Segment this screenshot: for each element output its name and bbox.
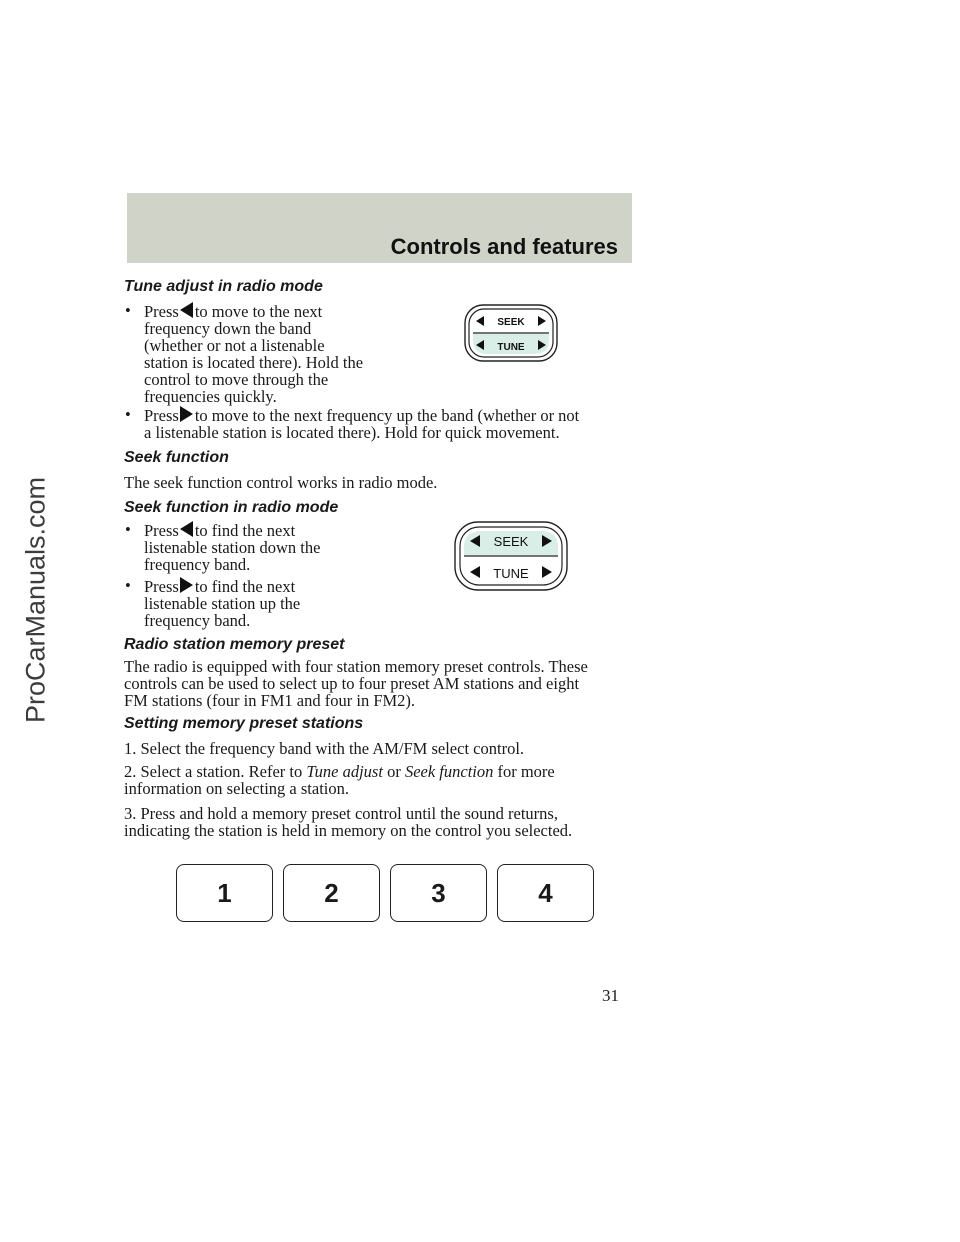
tune-down-line6: frequencies quickly. xyxy=(144,387,277,406)
seek-radio-heading xyxy=(124,498,338,517)
preset-heading xyxy=(124,635,345,654)
seek-up-line1: to find the next xyxy=(194,577,296,596)
press-text: Press xyxy=(144,302,179,321)
press-text: Press xyxy=(144,521,179,540)
step2-tune-adjust-ref: Tune adjust xyxy=(306,762,383,781)
tune-down-line5: control to move through the xyxy=(144,370,329,389)
step2-post: for more xyxy=(497,762,555,781)
page-number: 31 xyxy=(602,986,619,1005)
preset-paragraph xyxy=(124,658,644,709)
step2-line2: information on selecting a station. xyxy=(124,779,349,798)
tune-up-line1: to move to the next frequency up the band (whether or not xyxy=(194,406,580,425)
seek-control-figure xyxy=(454,521,568,591)
right-arrow-icon xyxy=(180,577,193,593)
seek-bullet-up xyxy=(124,577,404,629)
setting-heading-text: Setting memory preset stations xyxy=(124,715,364,732)
press-text: Press xyxy=(144,406,179,425)
setting-heading xyxy=(124,714,363,733)
tune-bullet-down xyxy=(124,302,424,405)
tune-label: TUNE xyxy=(493,566,529,581)
left-arrow-icon xyxy=(180,302,193,318)
preset-button-2-label: 2 xyxy=(324,877,339,908)
preset-button-1-label: 1 xyxy=(217,877,232,908)
seek-label: SEEK xyxy=(493,534,529,549)
bullet-dot: • xyxy=(125,301,131,320)
tune-bullet-up xyxy=(124,406,664,441)
step2-or: or xyxy=(387,762,401,781)
preset-button-4-label: 4 xyxy=(538,877,553,908)
seek-up-line3: frequency band. xyxy=(144,611,251,630)
step2-pre: 2. Select a station. Refer to xyxy=(124,762,303,781)
preset-buttons-figure xyxy=(176,864,596,923)
tune-adjust-heading-text: Tune adjust in radio mode xyxy=(124,278,323,295)
tune-label: TUNE xyxy=(497,342,525,353)
section-header-title: Controls and features xyxy=(390,234,618,259)
tune-down-line4: station is located there). Hold the xyxy=(144,353,364,372)
seek-radio-heading-text: Seek function in radio mode xyxy=(124,499,339,516)
seek-function-heading xyxy=(124,448,229,467)
seek-function-text: The seek function control works in radio mode. xyxy=(124,473,438,492)
seek-label: SEEK xyxy=(497,317,525,328)
section-header-band xyxy=(127,193,632,263)
seek-bullet-down xyxy=(124,521,404,573)
tune-down-line3: (whether or not a listenable xyxy=(144,336,325,355)
step3-line1: 3. Press and hold a memory preset control until the sound returns, xyxy=(124,804,558,823)
seek-up-line2: listenable station up the xyxy=(144,594,301,613)
tune-up-line2: a listenable station is located there). Hold for quick movement. xyxy=(144,423,560,442)
seek-down-line1: to find the next xyxy=(194,521,296,540)
preset-line2: controls can be used to select up to four preset AM stations and eight xyxy=(124,674,580,693)
step2-seek-function-ref: Seek function xyxy=(404,762,494,781)
preset-line1: The radio is equipped with four station memory preset controls. These xyxy=(124,657,588,676)
seek-function-heading-text: Seek function xyxy=(124,449,229,466)
press-text: Press xyxy=(144,577,179,596)
tune-control-figure xyxy=(464,304,558,362)
seek-down-line2: listenable station down the xyxy=(144,538,321,557)
bullet-dot: • xyxy=(125,520,131,539)
preset-button-2 xyxy=(283,864,380,922)
tune-down-line2: frequency down the band xyxy=(144,319,312,338)
preset-line3: FM stations (four in FM1 and four in FM2). xyxy=(124,691,416,710)
step3-line2: indicating the station is held in memory on the control you selected. xyxy=(124,821,573,840)
tune-down-line1: to move to the next xyxy=(194,302,323,321)
preset-button-4 xyxy=(497,864,594,922)
setting-step3 xyxy=(124,805,654,839)
preset-heading-text: Radio station memory preset xyxy=(124,636,345,653)
setting-step1: 1. Select the frequency band with the AM/FM select control. xyxy=(124,739,525,758)
preset-button-3-label: 3 xyxy=(431,877,446,908)
watermark-text: ProCarManuals.com xyxy=(20,476,51,724)
seek-down-line3: frequency band. xyxy=(144,555,251,574)
setting-step2 xyxy=(124,763,644,797)
right-arrow-icon xyxy=(180,406,193,422)
preset-button-1 xyxy=(176,864,273,922)
left-arrow-icon xyxy=(180,521,193,537)
tune-adjust-heading xyxy=(124,277,323,296)
preset-button-3 xyxy=(390,864,487,922)
bullet-dot: • xyxy=(125,576,131,595)
bullet-dot: • xyxy=(125,405,131,424)
side-watermark xyxy=(0,0,62,1242)
